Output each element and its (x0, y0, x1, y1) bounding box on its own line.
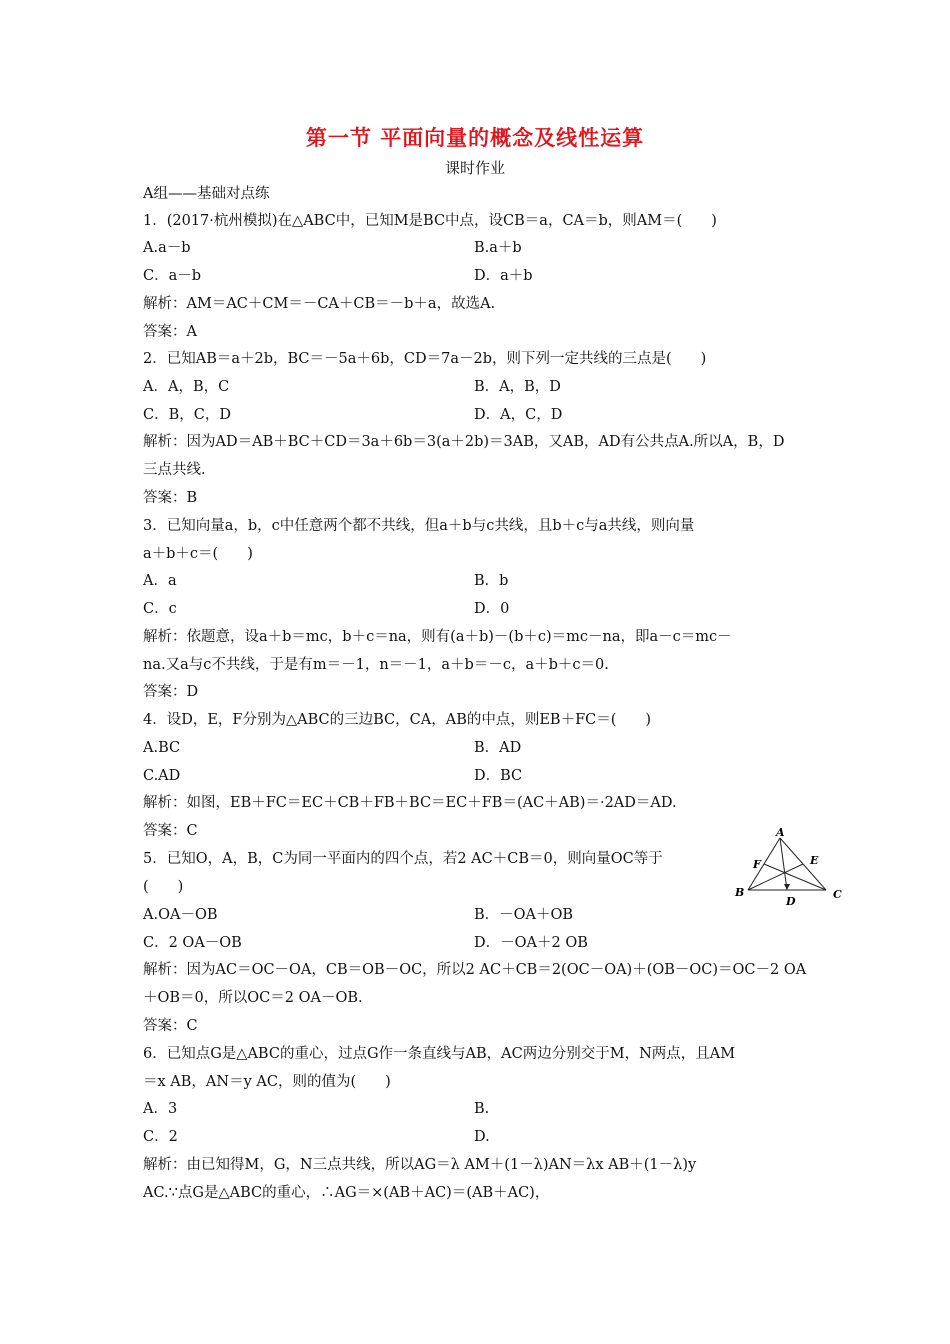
q4-option-b: B．AD (474, 740, 522, 756)
q6-stem-line1: 6．已知点G是△ABC的重心，过点G作一条直线与AB，AC两边分别交于M，N两点，且AM (143, 1046, 736, 1062)
figure-label-a: A (776, 826, 785, 839)
q3-answer: 答案：D (143, 684, 199, 700)
q3-stem-line1: 3．已知向量a，b，c中任意两个都不共线，但a＋b与c共线，且b＋c与a共线，则向量 (143, 518, 695, 534)
q3-option-d: D．0 (474, 601, 510, 617)
figure-label-f: F (753, 858, 761, 871)
q5-stem-line1: 5．已知O，A，B，C为同一平面内的四个点，若2 AC＋CB＝0，则向量OC等于 (143, 851, 663, 867)
q4-analysis: 解析：如图，EB＋FC＝EC＋CB＋FB＋BC＝EC＋FB＝(AC＋AB)＝·2AD＝AD. (143, 795, 677, 811)
q5-option-d: D．－OA＋2 OB (474, 935, 588, 951)
group-heading: A组——基础对点练 (143, 186, 270, 202)
q3-stem-line2: a＋b＋c＝( ) (143, 546, 253, 562)
q6-stem-line2: ＝x AB，AN＝y AC，则的值为( ) (143, 1074, 391, 1090)
q4-answer: 答案：C (143, 823, 198, 839)
q6-option-c: C．2 (143, 1129, 178, 1145)
q5-analysis-line1: 解析：因为AC＝OC－OA，CB＝OB－OC，所以2 AC＋CB＝2(OC－OA)＋(OB－OC)＝OC－2 OA (143, 962, 807, 978)
q2-analysis-line2: 三点共线. (143, 462, 206, 478)
q2-analysis-line1: 解析：因为AD＝AB＋BC＋CD＝3a＋6b＝3(a＋2b)＝3AB，又AB，AD有公共点A.所以A，B，D (143, 434, 785, 450)
q6-option-a: A．3 (143, 1101, 178, 1117)
q1-answer: 答案：A (143, 324, 197, 340)
q2-stem: 2．已知AB＝a＋2b，BC＝－5a＋6b，CD＝7a－2b，则下列一定共线的三点是( ) (143, 351, 707, 367)
q1-option-d: D．a＋b (474, 268, 533, 284)
q6-option-b: B. (474, 1101, 490, 1117)
q1-option-b: B.a＋b (474, 240, 522, 256)
q4-stem: 4．设D，E，F分别为△ABC的三边BC，CA，AB的中点，则EB＋FC＝( ) (143, 712, 652, 728)
q4-option-c: C.AD (143, 768, 181, 784)
page-title: 第一节 平面向量的概念及线性运算 (305, 126, 645, 150)
q5-option-a: A.OA－OB (143, 907, 218, 923)
q1-option-a: A.a－b (143, 240, 191, 256)
q6-analysis-line2: AC.∵点G是△ABC的重心，∴AG＝×(AB＋AC)＝(AB＋AC)， (143, 1185, 550, 1201)
q3-option-b: B．b (474, 573, 509, 589)
q3-analysis-line1: 解析：依题意，设a＋b＝mc，b＋c＝na，则有(a＋b)－(b＋c)＝mc－na，即a－c＝mc－ (143, 629, 732, 645)
q5-analysis-line2: ＋OB＝0，所以OC＝2 OA－OB. (143, 990, 363, 1006)
figure-label-c: C (833, 888, 842, 901)
q2-option-b: B．A，B，D (474, 379, 561, 395)
q1-analysis: 解析：AM＝AC＋CM＝－CA＋CB＝－b＋a，故选A. (143, 296, 496, 312)
q4-option-d: D．BC (474, 768, 523, 784)
figure-label-e: E (810, 854, 819, 867)
q6-option-d: D. (474, 1129, 490, 1145)
q2-option-a: A．A，B，C (143, 379, 230, 395)
q2-option-c: C．B，C，D (143, 407, 231, 423)
q5-option-b: B．－OA＋OB (474, 907, 574, 923)
q5-stem-line2: ( ) (143, 879, 184, 895)
q5-option-c: C．2 OA－OB (143, 935, 242, 951)
q3-analysis-line2: na.又a与c不共线，于是有m＝－1，n＝－1，a＋b＝－c，a＋b＋c＝0. (143, 657, 609, 673)
q6-analysis-line1: 解析：由已知得M，G，N三点共线，所以AG＝λ AM＋(1－λ)AN＝λx AB＋(1－λ)y (143, 1157, 697, 1173)
q1-option-c: C．a－b (143, 268, 202, 284)
q3-option-c: C．c (143, 601, 177, 617)
triangle-figure (730, 826, 850, 910)
figure-label-d: D (786, 895, 796, 908)
q2-option-d: D．A，C，D (474, 407, 563, 423)
q2-answer: 答案：B (143, 490, 198, 506)
q5-answer: 答案：C (143, 1018, 198, 1034)
q1-stem: 1．(2017·杭州模拟)在△ABC中，已知M是BC中点，设CB＝a，CA＝b，则AM＝( ) (143, 213, 717, 229)
q4-option-a: A.BC (143, 740, 181, 756)
figure-label-b: B (735, 886, 745, 899)
q3-option-a: A．a (143, 573, 177, 589)
page-subtitle: 课时作业 (444, 159, 505, 177)
